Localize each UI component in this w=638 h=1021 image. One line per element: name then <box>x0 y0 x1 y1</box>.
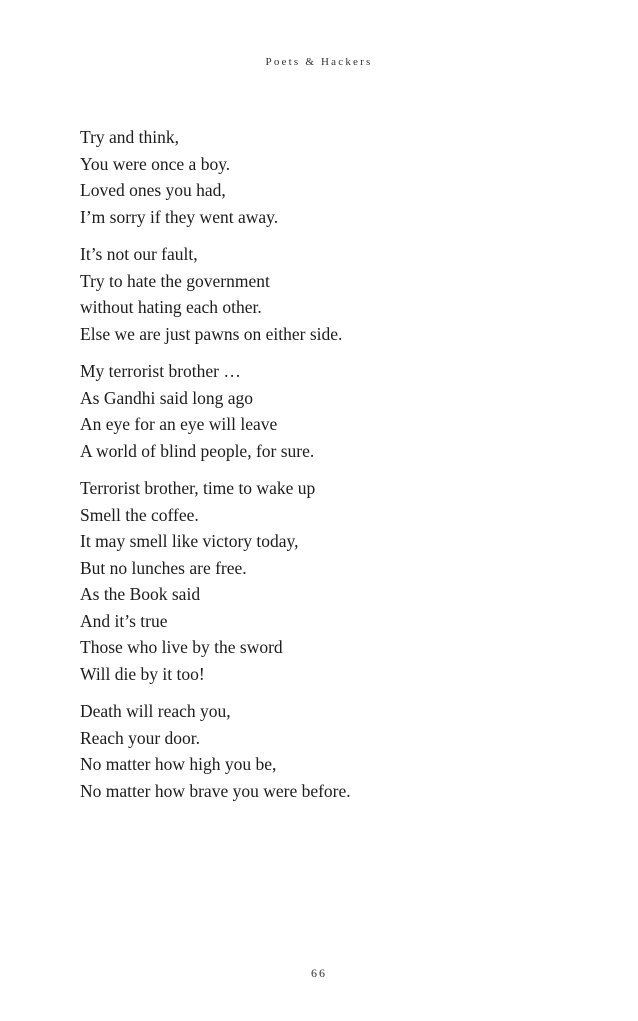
poem-line: I’m sorry if they went away. <box>80 206 279 227</box>
stanza-5 <box>80 698 600 804</box>
page-number: 66 <box>311 966 327 980</box>
poem-line: An eye for an eye will leave <box>80 414 278 434</box>
poem-line: It’s not our fault, <box>80 244 198 264</box>
poem-line: And it’s true <box>80 610 168 631</box>
poem-line: Smell the coffee. <box>80 504 199 525</box>
poem-line: A world of blind people, for sure. <box>80 440 315 461</box>
poem-line: My terrorist brother … <box>80 361 241 381</box>
stanza-4 <box>80 475 600 687</box>
running-header: Poets & Hackers <box>265 56 373 68</box>
poem-line: Death will reach you, <box>80 701 231 721</box>
poem-line: Those who live by the sword <box>80 637 283 657</box>
poem-line: Try and think, <box>80 127 180 147</box>
poem-line: Will die by it too! <box>80 663 205 684</box>
poem-line: It may smell like victory today, <box>80 531 299 551</box>
poem-line: Try to hate the government <box>80 270 270 291</box>
poem-line: without hating each other. <box>80 297 262 317</box>
poem-line: But no lunches are free. <box>80 557 247 578</box>
poem-line: Reach your door. <box>80 727 201 748</box>
poem-line: No matter how high you be, <box>80 754 277 774</box>
poem-line: Terrorist brother, time to wake up <box>80 478 316 498</box>
poem-line: Else we are just pawns on either side. <box>80 323 343 344</box>
poem-line: Loved ones you had, <box>80 180 226 200</box>
poem-line: No matter how brave you were before. <box>80 780 351 801</box>
poem-line: As the Book said <box>80 584 201 604</box>
poem-line: As Gandhi said long ago <box>80 387 254 408</box>
stanza-1 <box>80 124 600 230</box>
poem-body <box>80 124 600 815</box>
poem-line: You were once a boy. <box>80 153 231 174</box>
stanza-3 <box>80 358 600 464</box>
stanza-2 <box>80 241 600 347</box>
